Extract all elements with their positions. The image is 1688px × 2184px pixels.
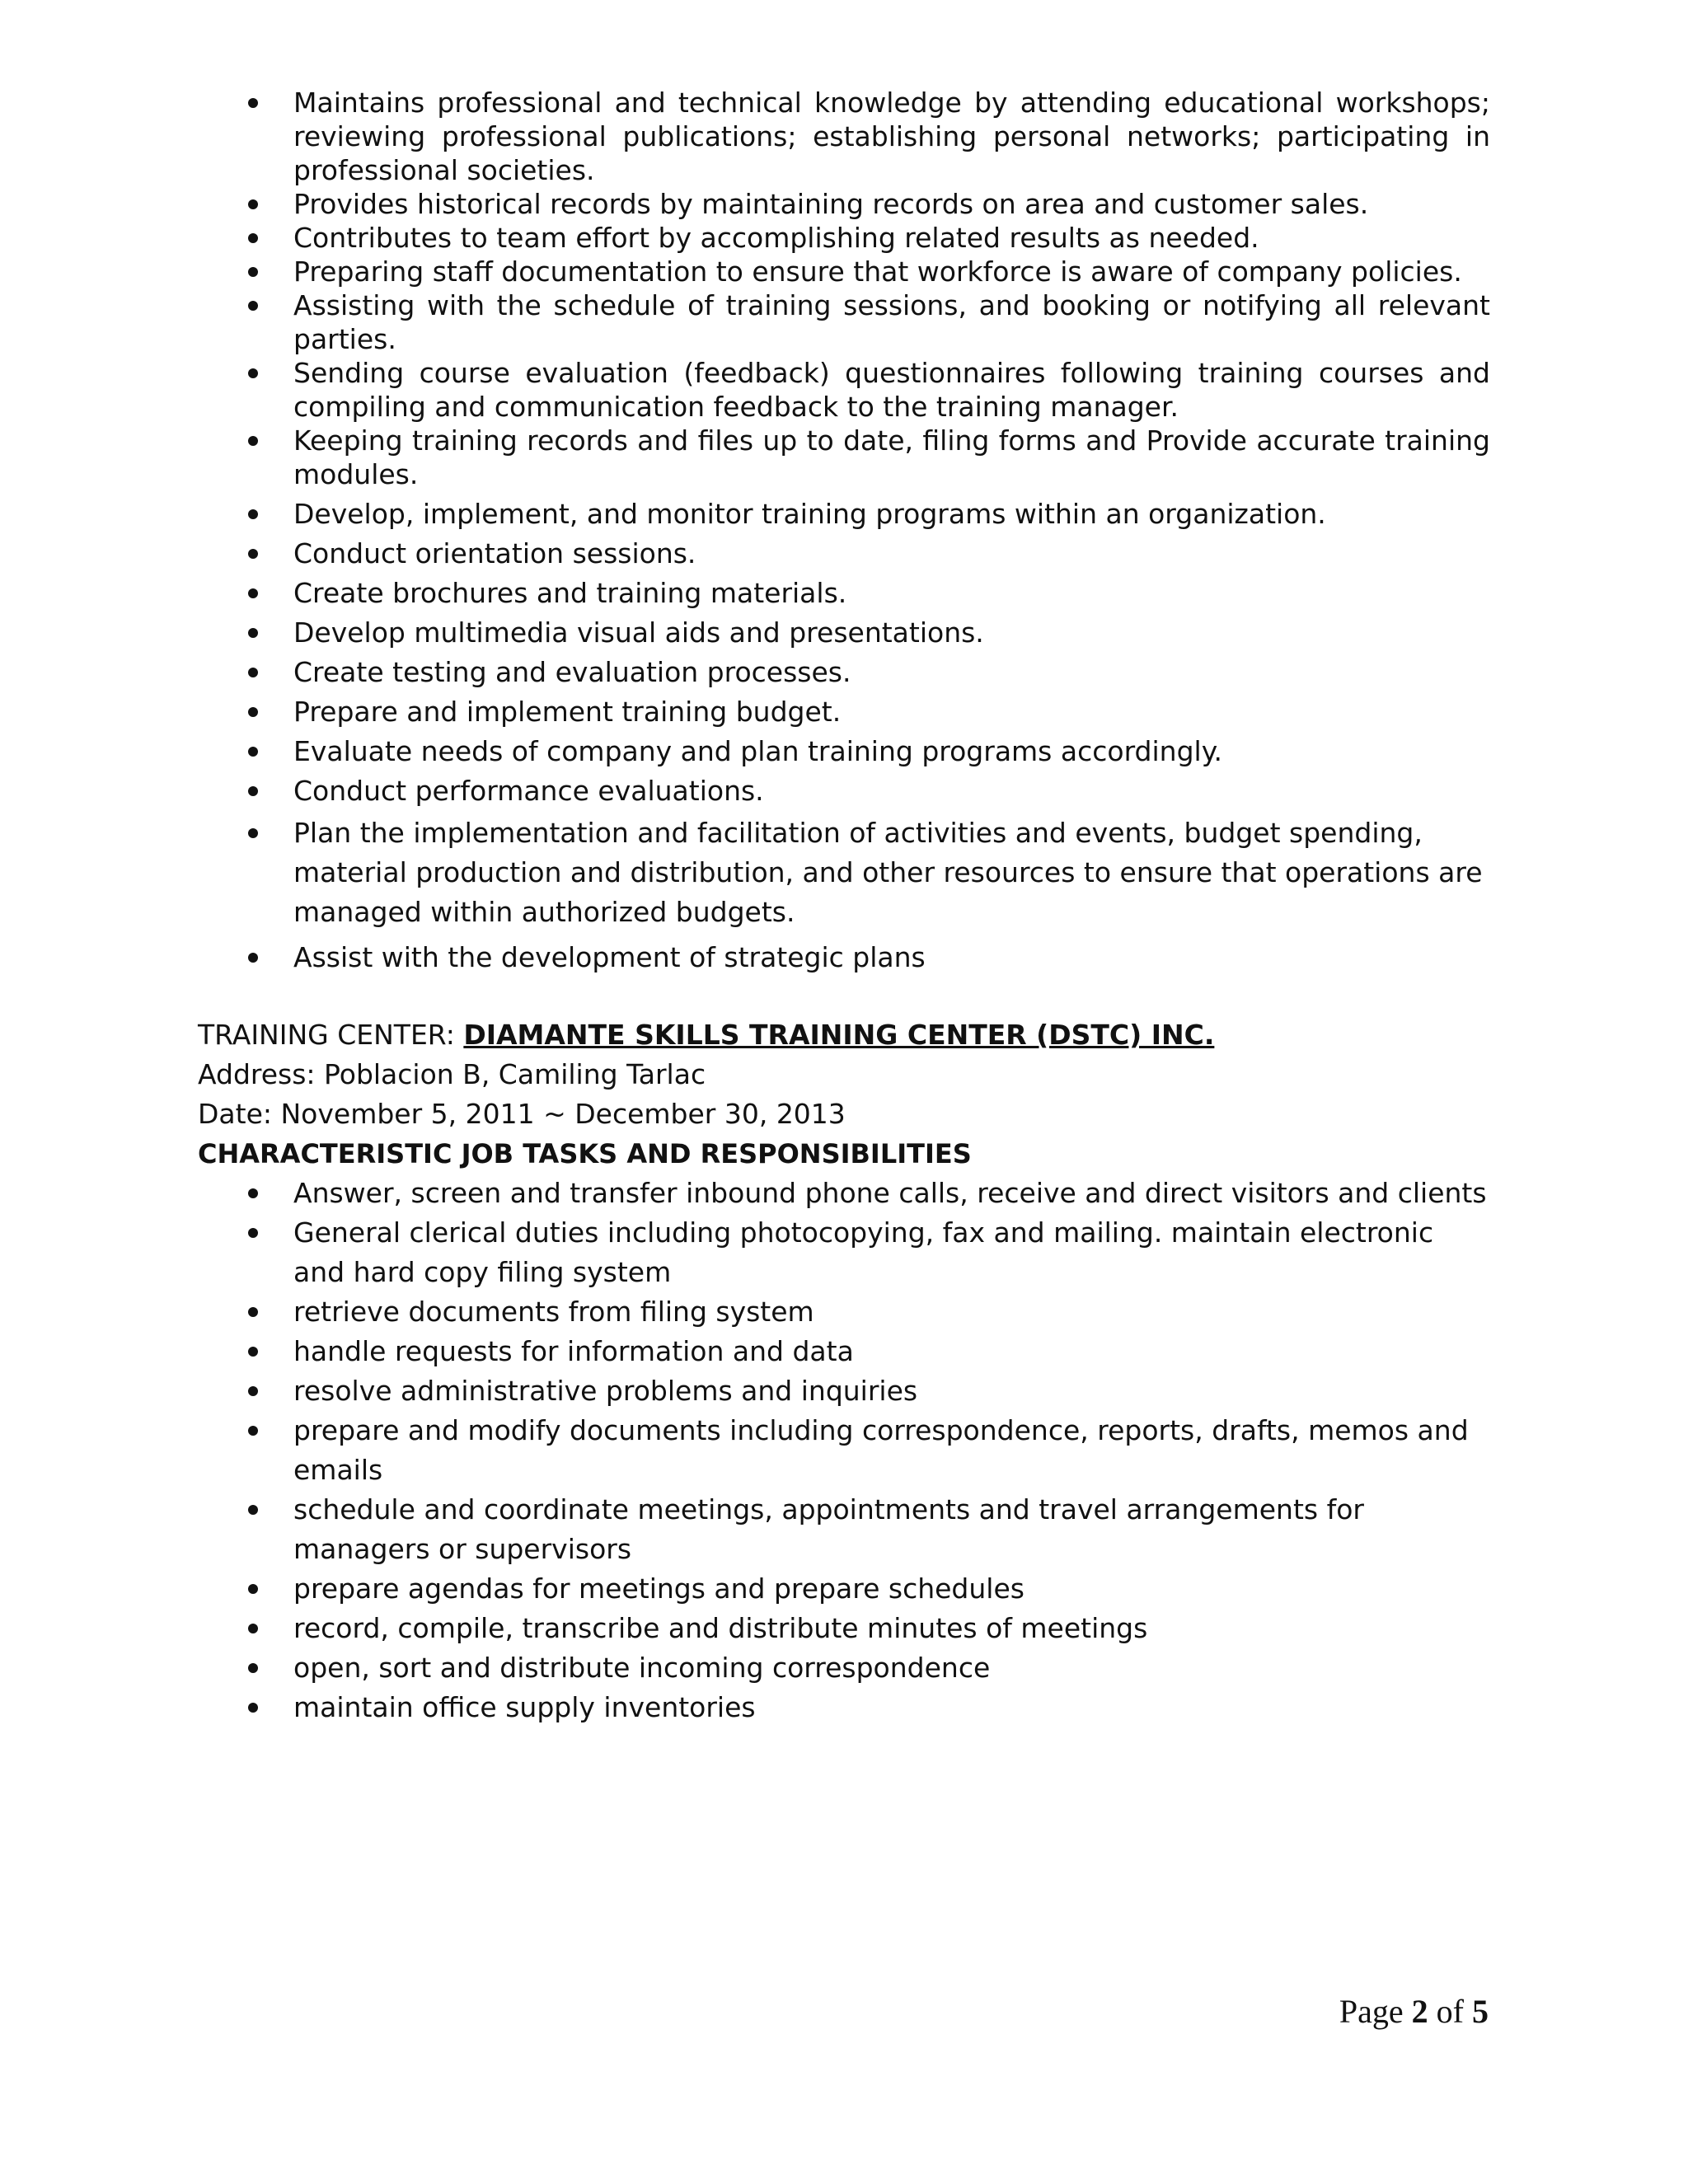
list-item — [198, 86, 1490, 187]
bullet-icon — [248, 549, 258, 559]
bullet-icon — [248, 509, 258, 519]
list-item-text: Provides historical records by maintaining records on area and customer sales. — [293, 188, 1369, 220]
bullet-icon — [248, 1426, 258, 1436]
list-item — [198, 356, 1490, 424]
list-item — [198, 1411, 1490, 1490]
training-center-name: DIAMANTE SKILLS TRAINING CENTER (DSTC) INC. — [463, 1019, 1215, 1051]
list-item-text: maintain office supply inventories — [293, 1691, 756, 1723]
list-item — [198, 616, 1490, 649]
page-content — [198, 86, 1490, 1727]
list-item-text: prepare agendas for meetings and prepare schedules — [293, 1572, 1025, 1605]
list-item-text: Develop, implement, and monitor training programs within an organization. — [293, 498, 1326, 530]
list-item-text: Preparing staff documentation to ensure that workforce is aware of company policies. — [293, 255, 1462, 288]
list-item-text: Conduct orientation sessions. — [293, 537, 696, 569]
bullet-icon — [248, 1663, 258, 1673]
list-item-text: Maintains professional and technical knowledge by attending educational workshops; reviewing professional publications; establishing personal networks; participating in professional societies. — [293, 87, 1490, 186]
training-center-date: Date: November 5, 2011 ~ December 30, 2013 — [198, 1098, 846, 1130]
list-item-text: General clerical duties including photocopying, fax and mailing. maintain electronic and hard copy filing system — [293, 1216, 1434, 1288]
list-item-text: Plan the implementation and facilitation of activities and events, budget spending, material production and distribution, and other resources to ensure that operations are managed within authorized budgets. — [293, 817, 1483, 928]
page-number-middle: of — [1428, 1993, 1472, 2030]
bullet-icon — [248, 953, 258, 963]
page-number-total: 5 — [1472, 1993, 1489, 2030]
training-center-address: Address: Poblacion B, Camiling Tarlac — [198, 1058, 706, 1090]
bullet-icon — [248, 1386, 258, 1396]
list-item — [198, 1490, 1490, 1569]
list-item — [198, 1213, 1490, 1292]
list-item — [198, 695, 1490, 729]
list-item-text: Develop multimedia visual aids and presentations. — [293, 616, 984, 649]
list-item-text: handle requests for information and data — [293, 1335, 854, 1367]
bullet-icon — [248, 1307, 258, 1317]
responsibilities-list-2 — [198, 1174, 1490, 1727]
page-number — [1339, 1991, 1489, 2032]
bullet-icon — [248, 301, 258, 311]
list-item — [198, 774, 1490, 808]
bullet-icon — [248, 628, 258, 638]
list-item — [198, 734, 1490, 768]
list-item — [198, 938, 1490, 977]
bullet-icon — [248, 1347, 258, 1357]
list-item — [198, 576, 1490, 610]
list-item — [198, 1609, 1490, 1648]
bullet-icon — [248, 98, 258, 108]
list-item — [198, 1332, 1490, 1371]
bullet-icon — [248, 436, 258, 446]
bullet-icon — [248, 707, 258, 717]
bullet-icon — [248, 786, 258, 796]
bullet-icon — [248, 267, 258, 277]
bullet-icon — [248, 1505, 258, 1515]
list-item-text: schedule and coordinate meetings, appointments and travel arrangements for managers or supervisors — [293, 1493, 1364, 1565]
list-item-text: Assist with the development of strategic plans — [293, 941, 926, 973]
list-item — [198, 1569, 1490, 1609]
list-item-text: retrieve documents from filing system — [293, 1296, 814, 1328]
bullet-icon — [248, 747, 258, 757]
list-item-text: record, compile, transcribe and distribute minutes of meetings — [293, 1612, 1148, 1644]
list-item — [198, 424, 1490, 491]
list-item — [198, 1174, 1490, 1213]
bullet-icon — [248, 1584, 258, 1594]
list-item-text: prepare and modify documents including correspondence, reports, drafts, memos and emails — [293, 1414, 1469, 1486]
bullet-icon — [248, 368, 258, 378]
list-item — [198, 288, 1490, 356]
list-item — [198, 655, 1490, 689]
list-item-text: Sending course evaluation (feedback) questionnaires following training courses and compiling and communication feedback to the training manager. — [293, 357, 1490, 423]
list-item-text: Answer, screen and transfer inbound phone calls, receive and direct visitors and clients — [293, 1177, 1487, 1209]
list-item — [198, 1648, 1490, 1688]
training-center-section — [198, 1015, 1490, 1174]
list-item-text: Assisting with the schedule of training sessions, and booking or notifying all relevant parties. — [293, 289, 1490, 355]
list-item-text: Evaluate needs of company and plan training programs accordingly. — [293, 735, 1223, 767]
list-item — [198, 497, 1490, 531]
bullet-icon — [248, 588, 258, 598]
list-item-text: Contributes to team effort by accomplishing related results as needed. — [293, 222, 1259, 254]
page-number-prefix: Page — [1339, 1993, 1412, 2030]
list-item-text: Create testing and evaluation processes. — [293, 656, 851, 688]
list-item — [198, 255, 1490, 288]
training-center-label: TRAINING CENTER: — [198, 1019, 464, 1051]
list-item-text: resolve administrative problems and inquiries — [293, 1375, 918, 1407]
bullet-icon — [248, 1703, 258, 1713]
list-item — [198, 537, 1490, 570]
bullet-icon — [248, 668, 258, 677]
list-item — [198, 1371, 1490, 1411]
bullet-icon — [248, 199, 258, 209]
training-center-line — [198, 1015, 1490, 1055]
bullet-icon — [248, 1228, 258, 1238]
list-item-text: Prepare and implement training budget. — [293, 696, 842, 728]
list-item-text: Create brochures and training materials. — [293, 577, 847, 609]
list-item — [198, 221, 1490, 255]
list-item — [198, 813, 1490, 932]
list-item-text: Conduct performance evaluations. — [293, 775, 764, 807]
bullet-icon — [248, 233, 258, 243]
bullet-icon — [248, 1624, 258, 1633]
list-item — [198, 1688, 1490, 1727]
responsibilities-list-1 — [198, 86, 1490, 977]
page-number-current: 2 — [1411, 1993, 1428, 2030]
list-item-text: open, sort and distribute incoming correspondence — [293, 1652, 991, 1684]
responsibilities-heading: CHARACTERISTIC JOB TASKS AND RESPONSIBILITIES — [198, 1138, 972, 1169]
bullet-icon — [248, 828, 258, 838]
list-item-text: Keeping training records and files up to date, filing forms and Provide accurate training modules. — [293, 424, 1490, 490]
list-item — [198, 1292, 1490, 1332]
bullet-icon — [248, 1188, 258, 1198]
list-item — [198, 187, 1490, 221]
